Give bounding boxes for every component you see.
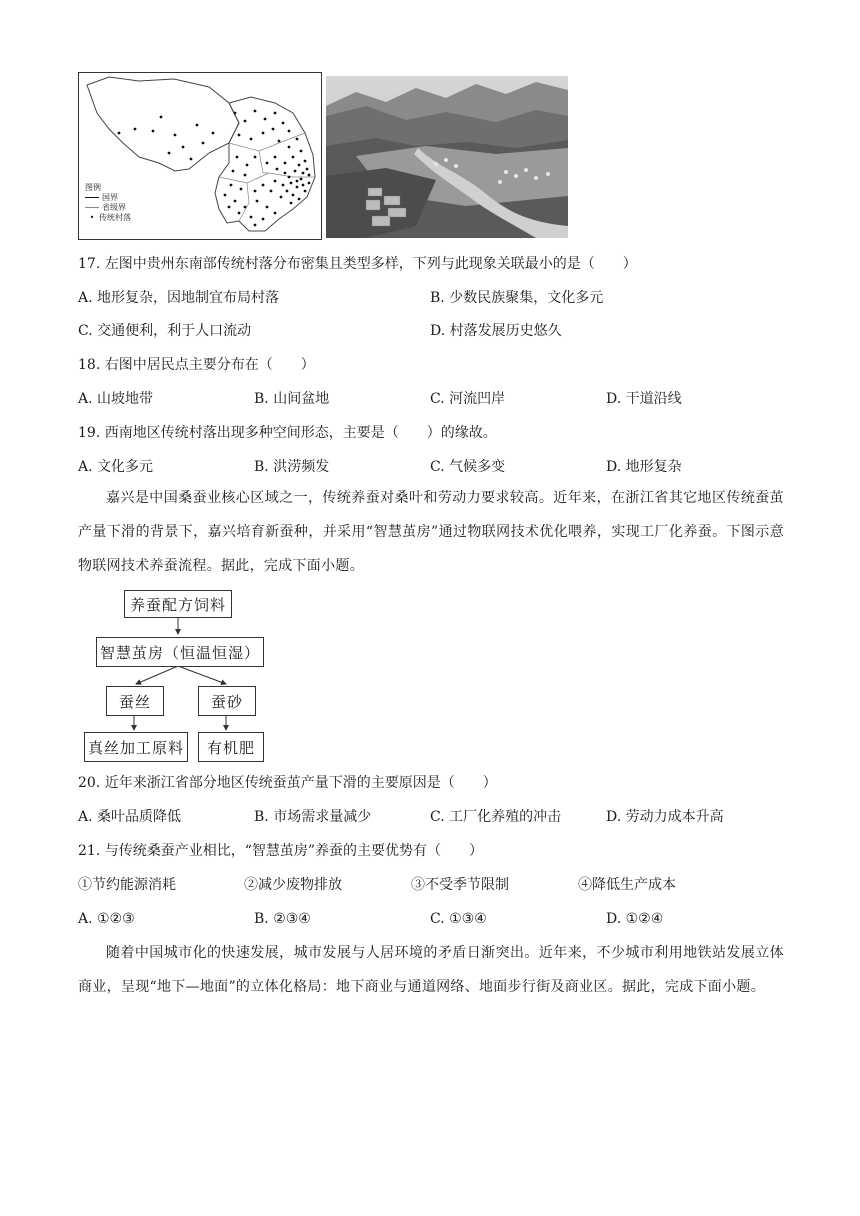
province-border-1 (229, 133, 305, 151)
q18-option-a[interactable]: A. 山坡地带 (78, 391, 154, 407)
q21-option-a[interactable]: A. ①②③ (78, 911, 135, 927)
flow-silk-box: 蚕丝 (106, 686, 164, 716)
q17-option-d[interactable]: D. 村落发展历史悠久 (430, 323, 562, 339)
q20-option-a[interactable]: A. 桑叶品质降低 (78, 809, 182, 825)
q21-option-d[interactable]: D. ①②④ (606, 911, 664, 927)
flow-silkworm-excrement-box: 蚕砂 (198, 686, 256, 716)
question-19-stem: 19. 西南地区传统村落出现多种空间形态，主要是（ ）的缘故。 (78, 425, 497, 441)
q17-option-b[interactable]: B. 少数民族聚集，文化多元 (430, 290, 604, 306)
valley-settlement-photo (326, 76, 568, 238)
flow-feed-box: 养蚕配方饲料 (124, 590, 232, 618)
passage-urban-underground-commerce: 随着中国城市化的快速发展，城市发展与人居环境的矛盾日渐突出。近年来，不少城市利用地铁站发展立体商业，呈现“地下—地面”的立体化格局：地下商业与通道网络、地面步行街及商业区。据此，完成下面小题。 (78, 945, 784, 995)
flow-smart-cocoon-room-box: 智慧茧房（恒温恒湿） (96, 637, 264, 667)
q18-option-d[interactable]: D. 干道沿线 (606, 391, 682, 407)
iot-sericulture-flowchart (87, 588, 270, 762)
map-legend (85, 183, 131, 223)
legend-title: 图例 (85, 183, 101, 192)
legend-provincial-border: 省级界 (85, 203, 131, 213)
legend-village: • 传统村落 (89, 213, 131, 222)
q20-option-c[interactable]: C. 工厂化养殖的冲击 (430, 809, 562, 825)
q19-option-d[interactable]: D. 地形复杂 (606, 459, 682, 475)
flow-silk-material-box: 真丝加工原料 (84, 732, 188, 762)
village-dots (118, 110, 311, 227)
q19-option-a[interactable]: A. 文化多元 (78, 459, 154, 475)
q17-option-c[interactable]: C. 交通便利，利于人口流动 (78, 323, 252, 339)
q21-statement-4: ④降低生产成本 (578, 877, 676, 893)
q21-option-b[interactable]: B. ②③④ (254, 911, 311, 927)
q19-option-b[interactable]: B. 洪涝频发 (254, 459, 330, 475)
question-17-stem: 17. 左图中贵州东南部传统村落分布密集且类型多样，下列与此现象关联最小的是（ ） (78, 256, 637, 272)
q18-option-c[interactable]: C. 河流凹岸 (430, 391, 506, 407)
passage-jiaxing-sericulture: 嘉兴是中国桑蚕业核心区域之一，传统养蚕对桑叶和劳动力要求较高。近年来，在浙江省其它地区传统蚕茧产量下滑的背景下，嘉兴培育新蚕种，并采用“智慧茧房”通过物联网技术优化喂养，实现工厂化养蚕。下图示意物联网技术养蚕流程。据此，完成下面小题。 (78, 490, 784, 574)
legend-national-border: 国界 (85, 193, 131, 203)
q18-option-b[interactable]: B. 山间盆地 (254, 391, 330, 407)
q17-option-a[interactable]: A. 地形复杂，因地制宜布局村落 (78, 290, 280, 306)
village-distribution-map (78, 72, 322, 240)
question-21-stem: 21. 与传统桑蚕产业相比，“智慧茧房”养蚕的主要优势有（ ） (78, 843, 484, 859)
region-outline-east (215, 97, 315, 231)
q21-statement-2: ②减少废物排放 (244, 877, 342, 893)
q20-option-d[interactable]: D. 劳动力成本升高 (606, 809, 724, 825)
question-18-stem: 18. 右图中居民点主要分布在（ ） (78, 357, 315, 373)
q21-statement-1: ①节约能源消耗 (78, 877, 176, 893)
q19-option-c[interactable]: C. 气候多变 (430, 459, 506, 475)
q20-option-b[interactable]: B. 市场需求量减少 (254, 809, 372, 825)
q21-option-c[interactable]: C. ①③④ (430, 911, 487, 927)
q21-statement-3: ③不受季节限制 (411, 877, 509, 893)
question-20-stem: 20. 近年来浙江省部分地区传统蚕茧产量下滑的主要原因是（ ） (78, 775, 497, 791)
flow-organic-fertilizer-box: 有机肥 (198, 732, 264, 762)
region-outline-west (87, 77, 239, 171)
